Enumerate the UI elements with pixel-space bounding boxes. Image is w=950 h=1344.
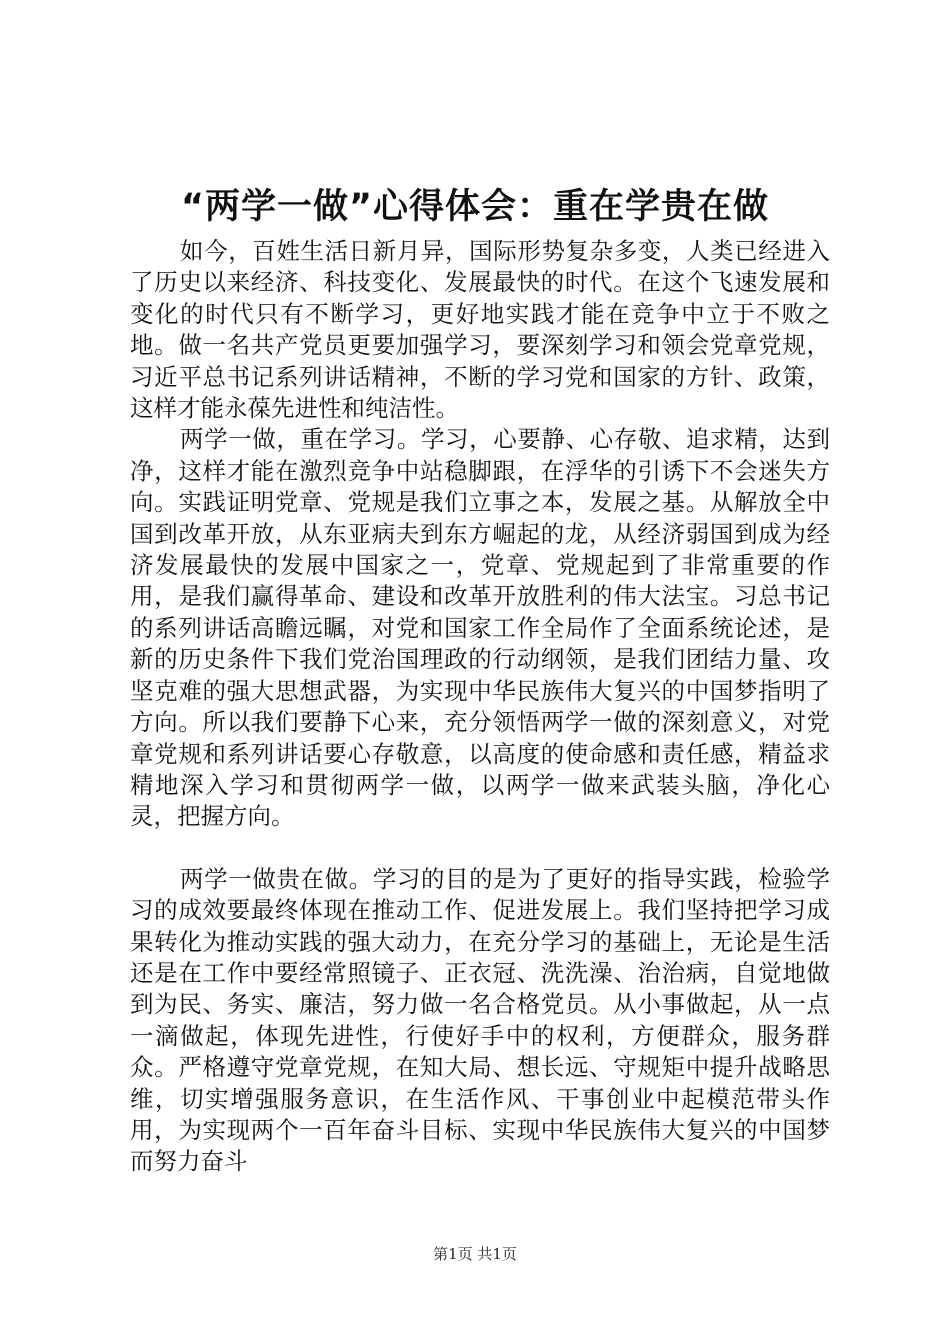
- document-title: “两学一做”心得体会：重在学贵在做: [180, 187, 769, 227]
- paragraph-1: 如今，百姓生活日新月异，国际形势复杂多变，人类已经进入了历史以来经济、科技变化、发展最快的时代。在这个飞速发展和变化的时代只有不断学习，更好地实践才能在竞争中立于不败之地。做一名共产党员更要加强学习，要深刻学习和领会党章党规，习近平总书记系列讲话精神，不断的学习党和国家的方针、政策，这样才能永葆先进性和纯洁性。: [130, 237, 830, 423]
- paragraph-2: 两学一做，重在学习。学习，心要静、心存敬、追求精，达到净，这样才能在激烈竞争中站稳脚跟，在浮华的引诱下不会迷失方向。实践证明党章、党规是我们立事之本，发展之基。从解放全中国到改革开放，从东亚病夫到东方崛起的龙，从经济弱国到成为经济发展最快的发展中国家之一，党章、党规起到了非常重要的作用，是我们赢得革命、建设和改革开放胜利的伟大法宝。习总书记的系列讲话高瞻远瞩，对党和国家工作全局作了全面系统论述，是新的历史条件下我们党治国理政的行动纲领，是我们团结力量、攻坚克难的强大思想武器，为实现中华民族伟大复兴的中国梦指明了方向。所以我们要静下心来，充分领悟两学一做的深刻意义，对党章党规和系列讲话要心存敬意，以高度的使命感和责任感，精益求精地深入学习和贯彻两学一做，以两学一做来武装头脑，净化心灵，把握方向。: [130, 425, 830, 831]
- page-number-footer: 第1页 共1页: [433, 1245, 517, 1263]
- paragraph-3: 两学一做贵在做。学习的目的是为了更好的指导实践，检验学习的成效要最终体现在推动工作、促进发展上。我们坚持把学习成果转化为推动实践的强大动力，在充分学习的基础上，无论是生活还是在工作中要经常照镜子、正衣冠、洗洗澡、治治病，自觉地做到为民、务实、廉洁，努力做一名合格党员。从小事做起，从一点一滴做起，体现先进性，行使好手中的权利，方便群众，服务群众。严格遵守党章党规，在知大局、想长远、守规矩中提升战略思维，切实增强服务意识，在生活作风、干事创业中起模范带头作用，为实现两个一百年奋斗目标、实现中华民族伟大复兴的中国梦而努力奋斗: [130, 864, 830, 1176]
- document-body: [130, 236, 830, 1178]
